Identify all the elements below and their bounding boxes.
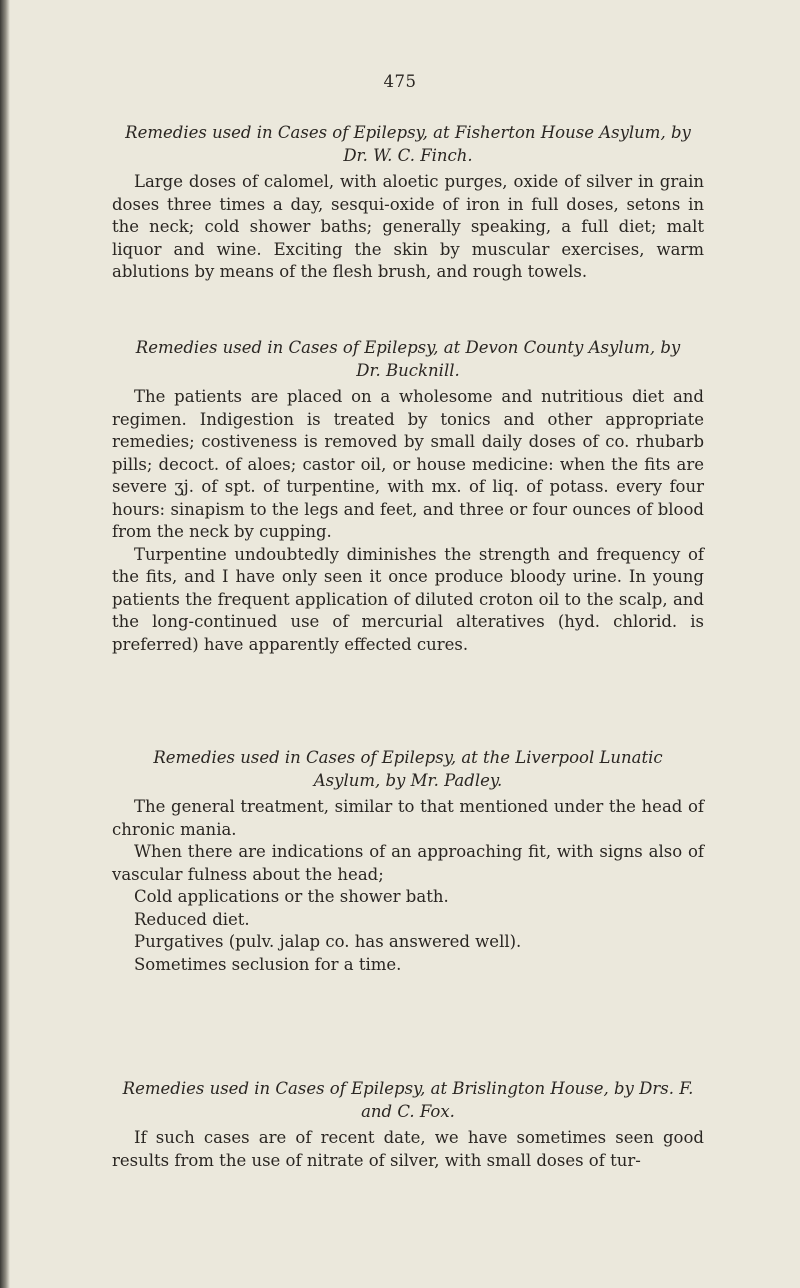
list-item: Purgatives (pulv. jalap co. has answered well). <box>134 932 522 951</box>
paragraph: When there are indications of an approaching fit, with signs also of vascular fulness about the head; <box>112 842 704 884</box>
list-item: Sometimes seclusion for a time. <box>134 954 402 974</box>
section-heading: Remedies used in Cases of Epilepsy, at the Liverpool Lunatic Asylum, by Mr. Padley. <box>153 748 663 790</box>
list-item: Cold applications or the shower bath. <box>134 887 449 906</box>
paragraph: The patients are placed on a wholesome and nutritious diet and regimen. Indigestion is treated by tonics and other appropriate remedies; costiveness is removed by small daily doses of co. rhubarb pills; decoct. of aloes; castor oil, or house medicine: when the fits are severe ʒj. of spt. of turpentine, with mx. of liq. of potass. every four hours: sinapism to the legs and feet, and three or four ounces of blood from the neck by cupping. <box>112 387 704 541</box>
paragraph: Turpentine undoubtedly diminishes the strength and frequency of the fits, and I have only seen it once produce bloody urine. In young patients the frequent application of diluted croton oil to the scalp, and the long-continued use of mercurial alteratives (hyd. chlorid. is preferred) have apparently effected cures. <box>112 544 704 654</box>
section-finch <box>112 122 704 284</box>
section-heading: Remedies used in Cases of Epilepsy, at Fisherton House Asylum, by Dr. W. C. Finch. <box>125 123 691 165</box>
section-heading: Remedies used in Cases of Epilepsy, at Devon County Asylum, by Dr. Bucknill. <box>135 338 681 380</box>
page-number: 475 <box>383 72 417 91</box>
section-fox <box>112 1078 704 1172</box>
section-bucknill <box>112 337 704 656</box>
book-spine-shadow <box>0 0 10 1288</box>
paragraph: Large doses of calomel, with aloetic purges, oxide of silver in grain doses three times a day, sesqui-oxide of iron in full doses, setons in the neck; cold shower baths; generally speaking, a full diet; malt liquor and wine. Exciting the skin by muscular exercises, warm ablutions by means of the flesh brush, and rough towels. <box>112 172 704 281</box>
paragraph: If such cases are of recent date, we have sometimes seen good results from the use of nitrate of silver, with small doses of tur- <box>112 1128 704 1170</box>
section-padley <box>112 747 704 976</box>
list-item: Reduced diet. <box>134 909 250 929</box>
paragraph: The general treatment, similar to that mentioned under the head of chronic mania. <box>112 797 704 839</box>
section-heading: Remedies used in Cases of Epilepsy, at Brislington House, by Drs. F. and C. Fox. <box>122 1079 694 1121</box>
